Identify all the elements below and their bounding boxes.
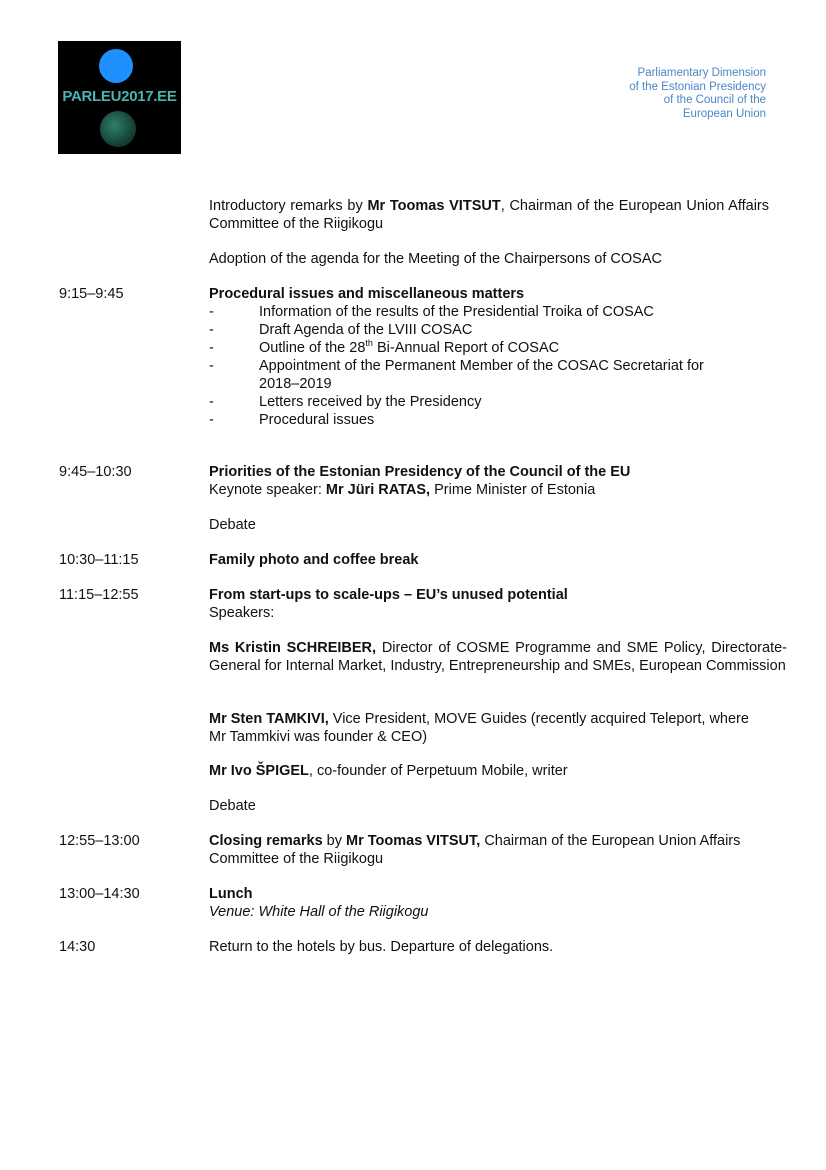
speaker-name: Ms Kristin SCHREIBER, xyxy=(209,640,377,656)
header-title-line: Parliamentary Dimension xyxy=(637,67,766,79)
logo-blue-circle-icon xyxy=(99,49,133,83)
item-title: Priorities of the Estonian Presidency of the Council of the EU xyxy=(209,464,631,480)
speaker-role: Vice President, MOVE Guides (recently acquired Teleport, where Mr Tammkivi was founder & CEO) xyxy=(209,711,749,745)
item-body: Return to the hotels by bus. Departure of delegations. xyxy=(209,939,554,955)
closing-speaker: Mr Toomas VITSUT, xyxy=(346,833,481,849)
logo-wordmark: PARLEU2017.EE xyxy=(62,88,177,105)
item-body xyxy=(209,586,787,622)
closing-rest: Chairman of the European Union Affairs Committee of the Riigikogu xyxy=(209,833,741,867)
intro-prefix: Introductory remarks by xyxy=(209,198,368,214)
item-body xyxy=(209,463,787,499)
speaker-role: , co-founder of Perpetuum Mobile, writer xyxy=(308,763,568,779)
keynote-speaker: Mr Jüri RATAS, xyxy=(325,482,431,498)
lunch-venue: Venue: White Hall of the Riigikogu xyxy=(209,904,429,920)
list-item xyxy=(209,339,769,357)
debate-label: Debate xyxy=(209,517,256,533)
item-time: 12:55–13:00 xyxy=(59,833,140,849)
item-time: 11:15–12:55 xyxy=(59,587,139,603)
speaker-name: Mr Sten TAMKIVI, xyxy=(209,711,329,727)
header-title-line: of the Council of the xyxy=(663,94,766,106)
item-body xyxy=(209,285,769,429)
list-item-text: Outline of the 28 xyxy=(259,340,366,356)
item-title: Closing remarks xyxy=(209,833,323,849)
item-time: 13:00–14:30 xyxy=(59,886,140,902)
parleu-logo xyxy=(58,41,181,154)
item-time: 9:15–9:45 xyxy=(59,286,124,302)
speaker-entry xyxy=(209,762,769,780)
header-title-line: of the Estonian Presidency xyxy=(629,80,766,93)
intro-rest: , Chairman of the European Union Affairs Committee of the Riigikogu xyxy=(209,198,770,232)
speaker-name: Mr Ivo ŠPIGEL xyxy=(209,763,309,779)
intro-remarks xyxy=(209,197,769,233)
procedural-list xyxy=(209,303,769,429)
item-title: Family photo and coffee break xyxy=(209,552,419,568)
speaker-entry xyxy=(209,639,787,675)
list-item: - Information of the results of the Presidential Troika of COSAC xyxy=(209,303,769,321)
debate-label: Debate xyxy=(209,798,256,814)
list-item: - Procedural issues xyxy=(209,411,769,429)
logo-globe-icon xyxy=(100,111,136,147)
item-title: Procedural issues and miscellaneous matters xyxy=(209,286,525,302)
item-time: 10:30–11:15 xyxy=(59,552,139,568)
item-title: Lunch xyxy=(209,886,253,902)
keynote-rest: Prime Minister of Estonia xyxy=(430,482,596,498)
list-item: - Draft Agenda of the LVIII COSAC xyxy=(209,321,769,339)
item-title: From start-ups to scale-ups – EU’s unused potential xyxy=(209,587,568,603)
item-body xyxy=(209,832,769,868)
header-title xyxy=(566,67,766,121)
item-time: 14:30 xyxy=(59,939,96,955)
keynote-label: Keynote speaker: xyxy=(209,482,326,498)
list-item-sup: th xyxy=(365,338,373,349)
item-body xyxy=(209,885,429,921)
item-time: 9:45–10:30 xyxy=(59,464,132,480)
speaker-entry xyxy=(209,710,769,746)
adoption-text: Adoption of the agenda for the Meeting of the Chairpersons of COSAC xyxy=(209,251,662,267)
intro-speaker: Mr Toomas VITSUT xyxy=(367,198,501,214)
item-body xyxy=(209,551,419,569)
closing-by: by xyxy=(322,833,347,849)
list-item: - Letters received by the Presidency xyxy=(209,393,769,411)
list-item-rest: Bi-Annual Report of COSAC xyxy=(372,340,560,356)
list-item: - Appointment of the Permanent Member of the COSAC Secretariat for 2018–2019 xyxy=(209,357,769,393)
speakers-label: Speakers: xyxy=(209,605,275,621)
header-title-line: European Union xyxy=(682,107,766,120)
speaker-role: Director of COSME Programme and SME Policy, Directorate-General for Internal Market, Industry, Entrepreneurship and SMEs, European Commission xyxy=(209,640,787,674)
